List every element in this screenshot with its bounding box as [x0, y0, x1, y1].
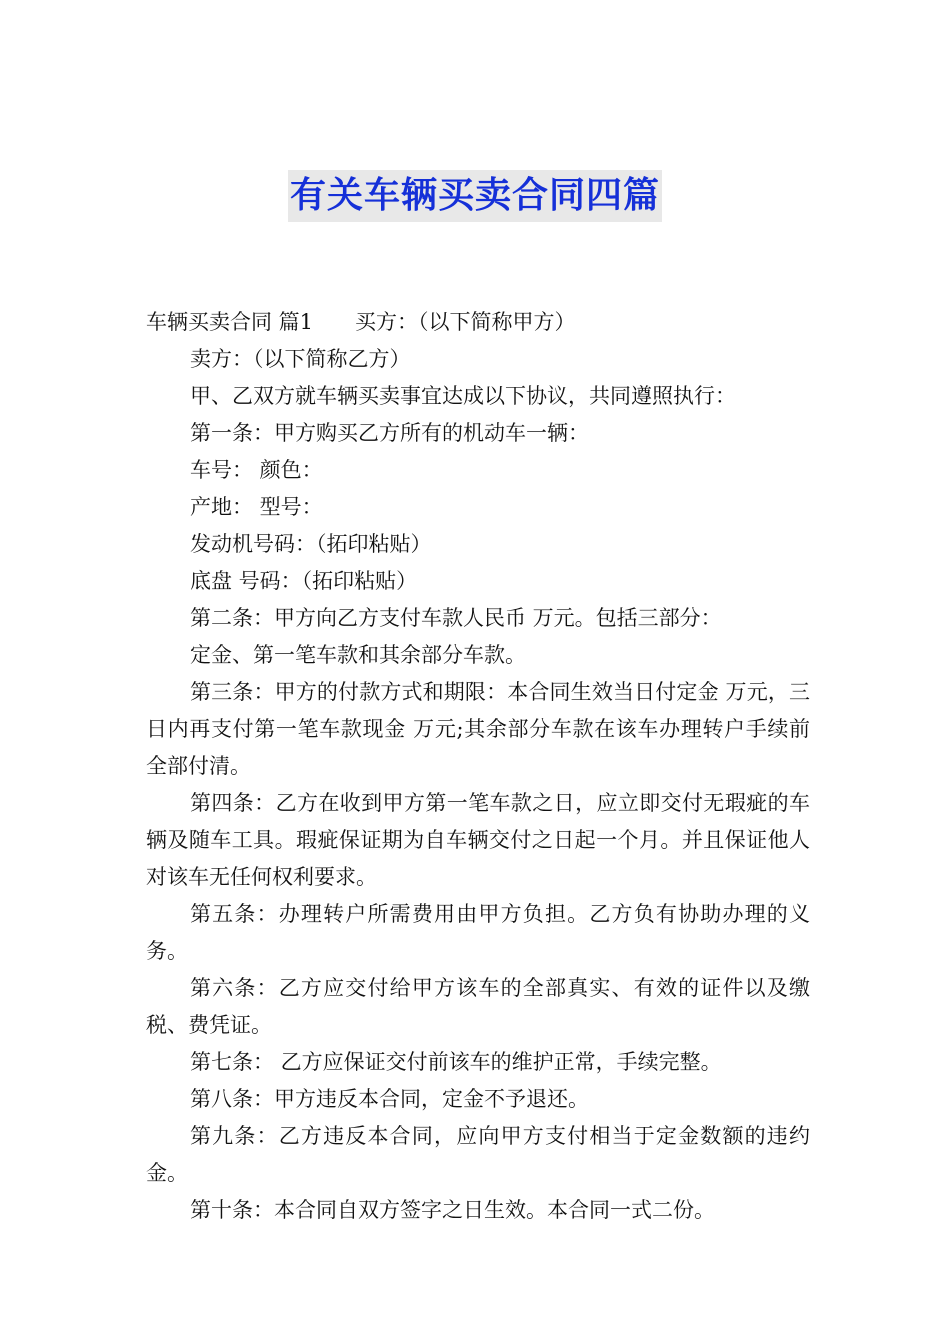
- paragraph-origin-model: 产地： 型号：: [190, 495, 323, 519]
- paragraph-engine-number: 发动机号码：（拓印粘贴）: [190, 532, 432, 556]
- paragraph-article-1: 第一条：甲方购买乙方所有的机动车一辆：: [190, 421, 589, 445]
- document-title: 有关车辆买卖合同四篇: [288, 170, 662, 222]
- paragraph-intro: 车辆买卖合同 篇1 买方：（以下简称甲方）: [146, 310, 576, 334]
- document-body: [146, 304, 810, 1229]
- paragraph-article-8: 第八条：甲方违反本合同，定金不予退还。: [190, 1087, 589, 1111]
- paragraph-article-9: 第九条：乙方违反本合同，应向甲方支付相当于定金数额的违约金。: [146, 1124, 810, 1185]
- paragraph-article-7: 第七条： 乙方应保证交付前该车的维护正常，手续完整。: [190, 1050, 722, 1074]
- paragraph-article-4: 第四条：乙方在收到甲方第一笔车款之日，应立即交付无瑕疵的车辆及随车工具。瑕疵保证期为自车辆交付之日起一个月。并且保证他人对该车无任何权利要求。: [146, 791, 810, 889]
- paragraph-article-5: 第五条：办理转户所需费用由甲方负担。乙方负有协助办理的义务。: [146, 902, 810, 963]
- paragraph-article-6: 第六条：乙方应交付给甲方该车的全部真实、有效的证件以及缴税、费凭证。: [146, 976, 810, 1037]
- paragraph-article-3: 第三条：甲方的付款方式和期限：本合同生效当日付定金 万元，三日内再支付第一笔车款现金 万元;其余部分车款在该车办理转户手续前全部付清。: [146, 680, 810, 778]
- paragraph-chassis-number: 底盘 号码：（拓印粘贴）: [190, 569, 418, 593]
- paragraph-plate-color: 车号： 颜色：: [190, 458, 323, 482]
- paragraph-article-10: 第十条：本合同自双方签字之日生效。本合同一式二份。: [190, 1198, 715, 1222]
- paragraph-seller: 卖方：（以下简称乙方）: [190, 347, 411, 371]
- paragraph-article-2: 第二条：甲方向乙方支付车款人民币 万元。包括三部分：: [190, 606, 722, 630]
- paragraph-payment-parts: 定金、第一笔车款和其余部分车款。: [190, 643, 526, 667]
- paragraph-agreement: 甲、乙双方就车辆买卖事宜达成以下协议，共同遵照执行：: [190, 384, 736, 408]
- title-wrapper: [0, 170, 950, 222]
